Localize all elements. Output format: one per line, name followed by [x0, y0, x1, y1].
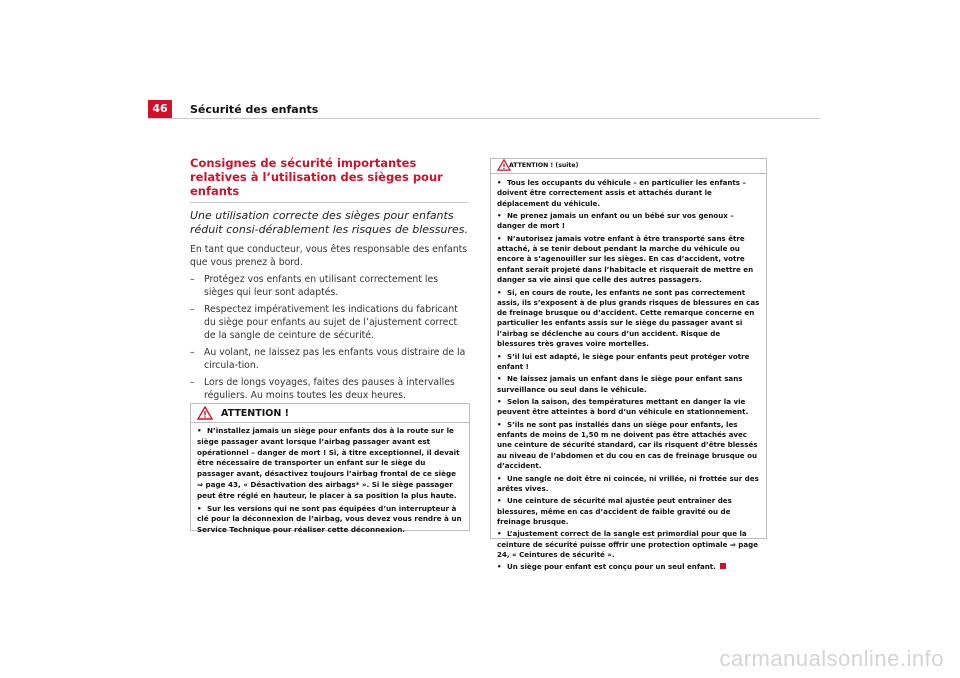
running-header-title: Sécurité des enfants [190, 103, 319, 116]
section-subtitle: Une utilisation correcte des sièges pour enfants réduit consi-dérablement les risques de blessures. [190, 209, 469, 236]
left-column [190, 156, 468, 407]
warning-item: • L’ajustement correct de la sangle est primordial pour que la ceinture de sécurité puisse offrir une protection optimale ⇒ page 24, « Ceintures de sécurité ». [497, 529, 759, 559]
instruction-list [190, 274, 468, 403]
warning-box-continued [490, 158, 767, 572]
warning-triangle-icon [197, 406, 213, 420]
warning-box [190, 403, 470, 535]
warning-item: • Une ceinture de sécurité mal ajustée peut entraîner des blessures, même en cas d’accident de faible gravité ou de freinage brusque. [497, 496, 732, 526]
intro-paragraph: En tant que conducteur, vous êtes responsable des enfants que vous prenez à bord. [190, 244, 468, 268]
warning-item: • N’installez jamais un siège pour enfants dos à la route sur le siège passager avant lorsque l’airbag passager avant est opérationnel – danger de mort ! Si, à titre exceptionnel, il devait être nécessaire de transporter un enfant sur le siège du passager avant, désactivez toujours l’airbag frontal de ce siège ⇒ page 43, « Désactivation des airbags* ». Si le siège passager peut être réglé en hauteur, le placer à sa position la plus haute. [197, 426, 460, 500]
warning-item: • Un siège pour enfant est conçu pour un seul enfant. [497, 562, 760, 572]
list-item: – Respectez impérativement les indications du fabricant du siège pour enfants au sujet de l’ajustement correct de la sangle de ceinture de sécurité. [190, 304, 458, 341]
warning-item: • S’ils ne sont pas installés dans un siège pour enfants, les enfants de moins de 1,50 m ne doivent pas être attachés avec une ceinture de sécurité standard, car ils risquent d’être blessés au niveau de l’abdomen et du cou en cas de freinage brusque ou d’accident. [497, 419, 758, 471]
list-item: – Protégez vos enfants en utilisant correctement les sièges qui leur sont adaptés. [190, 274, 439, 298]
section-title: Consignes de sécurité importantes relatives à l’utilisation des sièges pour enfants [190, 156, 443, 198]
warning-item: • Si, en cours de route, les enfants ne sont pas correctement assis, ils s’exposent à de plus grands risques de blessures en cas de freinage brusque ou d’accident. Cette remarque concerne en particulier les enfants assis sur le siège du passager avant si l’airbag se déclenche au cours d’un accident. Risque de blessures très graves voire mortelles. [497, 287, 760, 349]
warning-header [191, 404, 469, 423]
page-number: 46 [148, 100, 172, 118]
warning-item: • S’il lui est adapté, le siège pour enfants peut protéger votre enfant ! [497, 351, 750, 371]
warning-title: ATTENTION ! (suite) [509, 162, 579, 169]
warning-item: • Tous les occupants du véhicule – en particulier les enfants – doivent être correctement assis et attachés durant le déplacement du véhicule. [497, 178, 747, 208]
warning-item: • Ne laissez jamais un enfant dans le siège pour enfant sans surveillance ou seul dans le véhicule. [497, 374, 743, 394]
end-of-section-marker [720, 563, 726, 569]
list-item: – Lors de longs voyages, faites des pauses à intervalles réguliers. Au moins toutes les deux heures. [190, 377, 455, 401]
title-divider [190, 202, 468, 203]
watermark: carmanualsonline.info [719, 646, 944, 671]
warning-item: • Sur les versions qui ne sont pas équipées d’un interrupteur à clé pour la déconnexion de l’airbag, vous devez vous rendre à un Service Technique pour réaliser cette déconnexion. [197, 503, 462, 535]
warning-item: • Une sangle ne doit être ni coincée, ni vrillée, ni frottée sur des arêtes vives. [497, 473, 759, 493]
warning-list [491, 174, 766, 577]
warning-item: • Selon la saison, des températures mettant en danger la vie peuvent être atteintes à bord d’un véhicule en stationnement. [497, 397, 749, 417]
warning-title: ATTENTION ! [221, 408, 289, 419]
header-divider [148, 118, 820, 119]
warning-item: • N’autorisez jamais votre enfant à être transporté sans être attaché, à se tenir debout pendant la marche du véhicule ou encore à s’agenouiller sur les sièges. En cas d’accident, votre enfant serait projeté dans l’habitacle et risquerait de mettre en danger sa vie ainsi que celle des autres passagers. [497, 233, 754, 285]
warning-item: • Ne prenez jamais un enfant ou un bébé sur vos genoux – danger de mort ! [497, 211, 734, 231]
warning-list [191, 423, 469, 542]
list-item: – Au volant, ne laissez pas les enfants vous distraire de la circula-tion. [190, 346, 466, 371]
warning-header [491, 159, 766, 174]
